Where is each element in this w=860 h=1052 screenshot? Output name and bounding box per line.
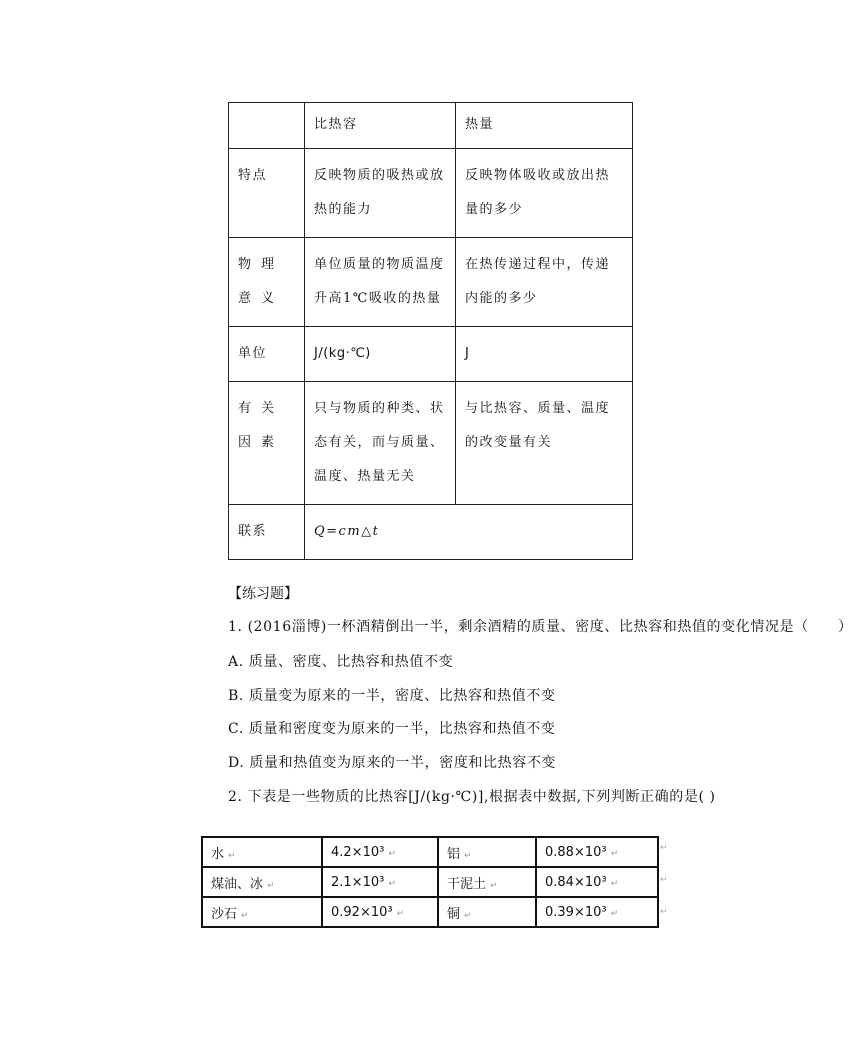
cell-mark: ↵	[610, 848, 619, 859]
heat-cell: 在热传递过程中，传递内能的多少	[456, 238, 633, 327]
substance-cell: 铝 ↵	[438, 837, 536, 867]
practice-heading: 【练习题】	[228, 586, 298, 602]
row-label: 单位	[229, 327, 305, 382]
table-row	[202, 837, 658, 867]
cell-mark: ↵	[464, 910, 472, 921]
row-end-mark: ↵	[660, 907, 668, 917]
header-cell-empty	[229, 103, 305, 149]
question-1-option-c: C. 质量和密度变为原来的一半，比热容和热值不变	[228, 721, 556, 737]
substance-cell: 沙石 ↵	[202, 897, 322, 927]
cell-mark: ↵	[267, 880, 275, 891]
value-cell: 2.1×10³ ↵	[322, 867, 438, 897]
specific-heat-cell: 单位质量的物质温度升高1℃吸收的热量	[305, 238, 456, 327]
table-row	[202, 867, 658, 897]
cell-mark: ↵	[228, 850, 236, 861]
question-1-stem: 1. (2016淄博)一杯酒精倒出一半，剩余酒精的质量、密度、比热容和热值的变化情况是（ ）	[228, 619, 853, 635]
cell-mark: ↵	[388, 848, 396, 859]
question-1-option-d: D. 质量和热值变为原来的一半，密度和比热容不变	[228, 755, 557, 771]
row-label: 联系	[229, 505, 305, 560]
heat-cell: 反映物体吸收或放出热量的多少	[456, 149, 633, 238]
value-cell: 0.84×10³ ↵	[536, 867, 658, 897]
heat-cell: J	[456, 327, 633, 382]
header-cell-heat: 热量	[456, 103, 633, 149]
value-cell: 0.39×10³ ↵	[536, 897, 658, 927]
cell-mark: ↵	[464, 850, 472, 861]
specific-heat-cell: J/(kg·℃)	[305, 327, 456, 382]
formula-cell: Q=cm△t	[305, 505, 633, 560]
value-cell: 4.2×10³ ↵	[322, 837, 438, 867]
question-2-stem: 2. 下表是一些物质的比热容[J/(kg·℃)],根据表中数据,下列判断正确的是( )	[228, 789, 716, 805]
substance-cell: 干泥土 ↵	[438, 867, 536, 897]
table-row	[202, 897, 658, 927]
table-row	[229, 238, 633, 327]
header-cell-specific-heat: 比热容	[305, 103, 456, 149]
substance-cell: 水 ↵	[202, 837, 322, 867]
heat-cell: 与比热容、质量、温度的改变量有关	[456, 382, 633, 505]
cell-mark: ↵	[610, 878, 619, 889]
specific-heat-vs-heat-table	[228, 102, 633, 560]
cell-mark: ↵	[241, 910, 249, 921]
value-cell: 0.92×10³ ↵	[322, 897, 438, 927]
specific-heat-data-table	[201, 836, 659, 928]
substance-cell: 煤油、冰 ↵	[202, 867, 322, 897]
question-1-option-a: A. 质量、密度、比热容和热值不变	[228, 654, 454, 670]
specific-heat-cell: 只与物质的种类、状态有关，而与质量、温度、热量无关	[305, 382, 456, 505]
table-row	[229, 149, 633, 238]
row-label: 特点	[229, 149, 305, 238]
row-end-mark: ↵	[660, 843, 668, 853]
cell-mark: ↵	[610, 908, 619, 919]
table-row	[229, 103, 633, 149]
cell-mark: ↵	[388, 878, 396, 889]
table-row	[229, 382, 633, 505]
row-label: 物理意义	[229, 238, 305, 327]
cell-mark: ↵	[396, 908, 405, 919]
row-end-mark: ↵	[660, 875, 668, 885]
question-1-option-b: B. 质量变为原来的一半，密度、比热容和热值不变	[228, 688, 556, 704]
table-row	[229, 505, 633, 560]
table-row	[229, 327, 633, 382]
row-label: 有关因素	[229, 382, 305, 505]
cell-mark: ↵	[490, 880, 498, 891]
value-cell: 0.88×10³ ↵	[536, 837, 658, 867]
substance-cell: 铜 ↵	[438, 897, 536, 927]
specific-heat-cell: 反映物质的吸热或放热的能力	[305, 149, 456, 238]
